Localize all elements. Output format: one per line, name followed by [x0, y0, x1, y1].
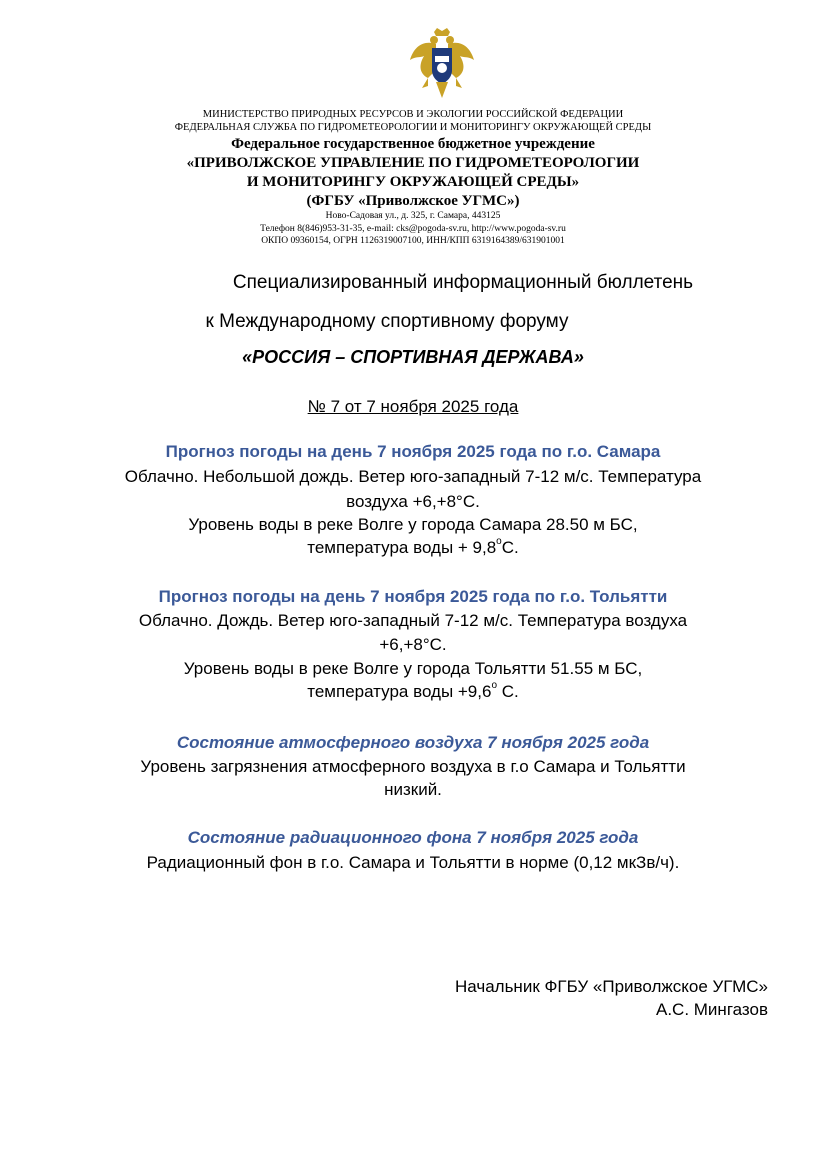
bulletin-title-line2: к Международному спортивному форуму: [205, 311, 569, 332]
samara-forecast-heading: Прогноз погоды на день 7 ноября 2025 года по г.о. Самара: [165, 442, 661, 461]
bulletin-number: № 7 от 7 ноября 2025 года: [307, 397, 519, 416]
degree-sup: о: [491, 680, 498, 691]
degree-sup: о: [496, 536, 502, 547]
service-line: ФЕДЕРАЛЬНАЯ СЛУЖБА ПО ГИДРОМЕТЕОРОЛОГИИ И МОНИТОРИНГУ ОКРУЖАЮЩЕЙ СРЕДЫ: [174, 122, 652, 133]
air-quality-heading: Состояние атмосферного воздуха 7 ноября 2025 года: [176, 733, 650, 752]
tolyatti-water-temp-value: температура воды +9,6: [307, 682, 492, 701]
tolyatti-forecast-line1: Облачно. Дождь. Ветер юго-западный 7-12 м/с. Температура воздуха: [138, 611, 688, 630]
samara-water-temp: [0, 536, 826, 557]
signature-position: Начальник ФГБУ «Приволжское УГМС»: [454, 977, 768, 996]
tolyatti-forecast-heading: Прогноз погоды на день 7 ноября 2025 года по г.о. Тольятти: [158, 587, 668, 606]
samara-water-temp-value: температура воды + 9,8: [307, 538, 497, 557]
radiation-heading: Состояние радиационного фона 7 ноября 2025 года: [187, 828, 639, 847]
samara-forecast-line2: воздуха +6,+8°С.: [346, 492, 480, 511]
samara-water-temp-unit: С.: [501, 538, 519, 557]
ministry-line: МИНИСТЕРСТВО ПРИРОДНЫХ РЕСУРСОВ И ЭКОЛОГИИ РОССИЙСКОЙ ФЕДЕРАЦИИ: [202, 109, 624, 120]
forum-name: «РОССИЯ – СПОРТИВНАЯ ДЕРЖАВА»: [242, 347, 584, 367]
tolyatti-water-temp: [0, 680, 826, 701]
tolyatti-water-level: Уровень воды в реке Волге у города Тольятти 51.55 м БС,: [183, 659, 643, 678]
samara-water-level: Уровень воды в реке Волге у города Самара 28.50 м БС,: [188, 515, 638, 534]
contacts-line: Телефон 8(846)953-31-35, e-mail: cks@pogoda-sv.ru, http://www.pogoda-sv.ru: [260, 224, 566, 234]
radiation-line1: Радиационный фон в г.о. Самара и Тольятти в норме (0,12 мкЗв/ч).: [146, 853, 680, 872]
bulletin-title-line1: Специализированный информационный бюллетень: [232, 272, 694, 293]
signature-name: А.С. Мингазов: [655, 1000, 768, 1019]
institution-type: Федеральное государственное бюджетное учреждение: [231, 136, 595, 152]
org-name-line1: «ПРИВОЛЖСКОЕ УПРАВЛЕНИЕ ПО ГИДРОМЕТЕОРОЛОГИИ: [186, 155, 640, 171]
air-quality-line1: Уровень загрязнения атмосферного воздуха в г.о Самара и Тольятти: [140, 757, 686, 776]
tolyatti-forecast-line2: +6,+8°С.: [379, 635, 447, 654]
air-quality-line2: низкий.: [384, 780, 442, 799]
org-name-line2: И МОНИТОРИНГУ ОКРУЖАЮЩЕЙ СРЕДЫ»: [246, 174, 580, 190]
codes-line: ОКПО 09360154, ОГРН 1126319007100, ИНН/КПП 6319164389/631901001: [261, 236, 565, 246]
tolyatti-water-temp-unit: С.: [497, 682, 519, 701]
address-line: Ново-Садовая ул., д. 325, г. Самара, 443125: [325, 211, 501, 221]
samara-forecast-line1: Облачно. Небольшой дождь. Ветер юго-западный 7-12 м/с. Температура: [124, 467, 702, 486]
org-short-name: (ФГБУ «Приволжское УГМС»): [306, 193, 520, 209]
coat-of-arms-emblem: [406, 26, 478, 104]
